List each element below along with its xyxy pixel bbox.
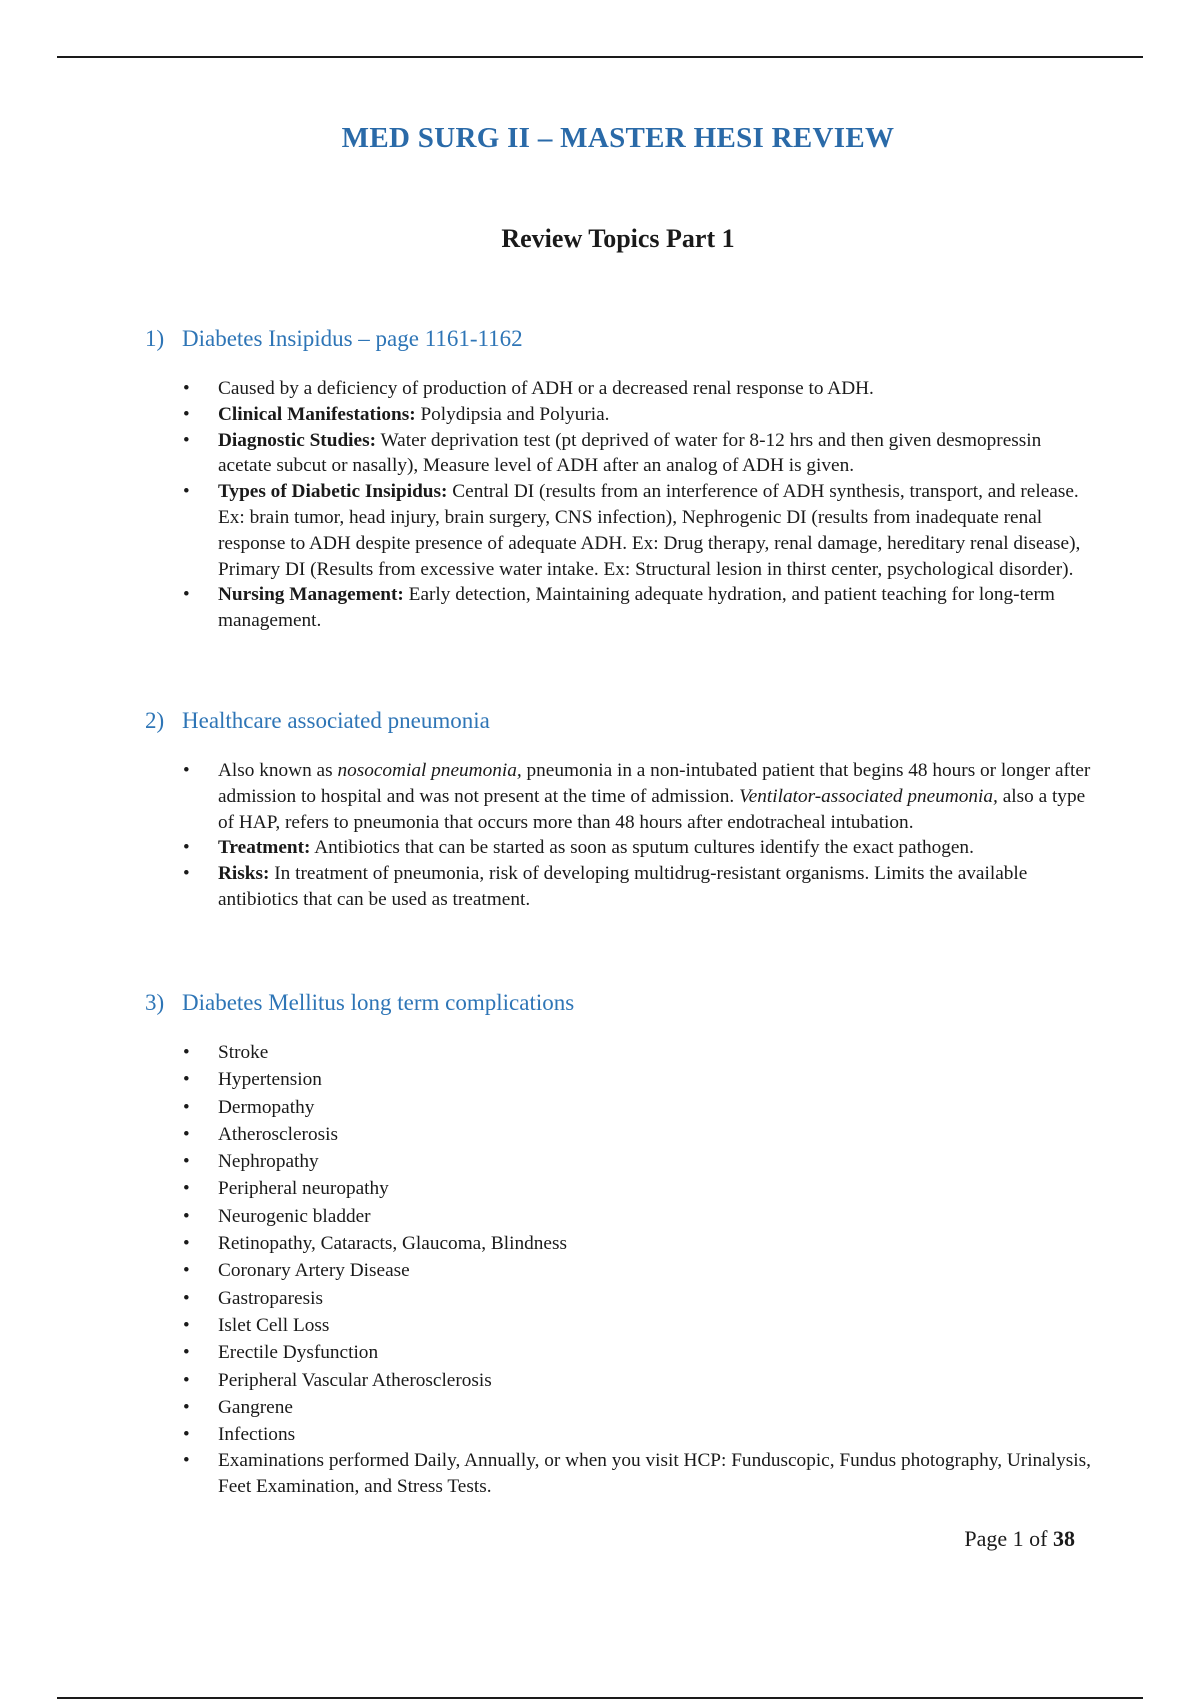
list-item: • Gastroparesis [183,1285,1093,1312]
document-title: MED SURG II – MASTER HESI REVIEW [341,122,895,154]
list-item: • Erectile Dysfunction [183,1339,1093,1366]
section-1-list [183,376,1093,634]
list-item: • Nephropathy [183,1148,1093,1175]
item-label: Types of Diabetic Insipidus: [218,481,448,503]
list-item: • Examinations performed Daily, Annually, or when you visit HCP: Funduscopic, Fundus photography, Urinalysis, Feet Examination, and Stress Tests. [183,1448,1093,1500]
section-2-list [183,758,1093,913]
page-number [964,1526,1075,1552]
section-title: Diabetes Insipidus – page 1161-1162 [182,326,523,351]
list-item [183,582,1093,634]
item-text: Central DI (results from an interference of ADH synthesis, transport, and release. Ex: brain tumor, head injury, brain surgery, CNS infection), Nephrogenic DI (results from inadequate renal response to ADH despite presence of adequate ADH. Ex: Drug therapy, renal damage, hereditary renal disease), Primary DI (Results from excessive water intake. Ex: Structural lesion in thirst center, psychological disorder). [218,481,1081,580]
item-text: pneumonia in a non-intubated patient that begins 48 hours or longer after admission to hospital and was not present at the time of admission. [218,760,1091,807]
list-item [183,758,1093,835]
section-heading-2 [145,708,490,734]
list-item: • Islet Cell Loss [183,1312,1093,1339]
section-number: 2) [145,708,165,733]
item-text: Water deprivation test (pt deprived of water for 8-12 hrs and then given desmopressin acetate subcut or nasally), Measure level of ADH after an analog of ADH is given. [218,429,1042,477]
list-item: • Hypertension [183,1066,1093,1093]
item-emphasis: nosocomial pneumonia, [337,760,522,781]
item-text: Caused by a deficiency of production of ADH or a decreased renal response to ADH. [218,378,874,399]
item-text: also a type of HAP, refers to pneumonia that occurs more than 48 hours after endotracheal intubation. [218,785,1086,833]
list-item: • Retinopathy, Cataracts, Glaucoma, Blindness [183,1230,1093,1257]
list-item: • Peripheral Vascular Atherosclerosis [183,1367,1093,1394]
list-item [183,861,1093,913]
list-item: • Dermopathy [183,1094,1093,1121]
section-3-list [183,1039,1093,1500]
item-text: Also known as [218,760,338,781]
section-number: 3) [145,990,165,1015]
section-heading-1 [145,326,523,352]
list-item [183,376,1093,402]
list-item: • Neurogenic bladder [183,1203,1093,1230]
list-item: • Coronary Artery Disease [183,1257,1093,1284]
section-heading-3 [145,990,574,1016]
section-title: Healthcare associated pneumonia [182,708,490,733]
item-text: Early detection, Maintaining adequate hydration, and patient teaching for long-term management. [218,584,1055,632]
list-item [183,428,1093,480]
item-text: Antibiotics that can be started as soon as sputum cultures identify the exact pathogen. [310,837,974,859]
list-item: • Peripheral neuropathy [183,1175,1093,1202]
page-total: 38 [1053,1526,1075,1551]
item-emphasis: Ventilator-associated pneumonia, [739,785,998,807]
top-rule [57,56,1143,58]
document-subtitle: Review Topics Part 1 [501,224,735,253]
item-label: Clinical Manifestations: [218,403,416,425]
list-item: • Stroke [183,1039,1093,1066]
page-prefix: Page 1 of [964,1526,1053,1551]
item-label: Treatment: [218,837,311,859]
bottom-rule [57,1697,1143,1699]
list-item [183,479,1093,582]
section-title: Diabetes Mellitus long term complications [182,990,575,1015]
item-label: Nursing Management: [218,584,404,606]
list-item [183,402,1093,428]
list-item: • Infections [183,1421,1093,1448]
item-label: Risks: [218,863,270,885]
list-item: • Atherosclerosis [183,1121,1093,1148]
section-number: 1) [145,326,165,351]
list-item [183,835,1093,861]
item-text: In treatment of pneumonia, risk of developing multidrug-resistant organisms. Limits the available antibiotics that can be used as treatment. [218,863,1028,910]
list-item: • Gangrene [183,1394,1093,1421]
item-label: Diagnostic Studies: [218,429,377,451]
item-text: Polydipsia and Polyuria. [415,403,610,425]
